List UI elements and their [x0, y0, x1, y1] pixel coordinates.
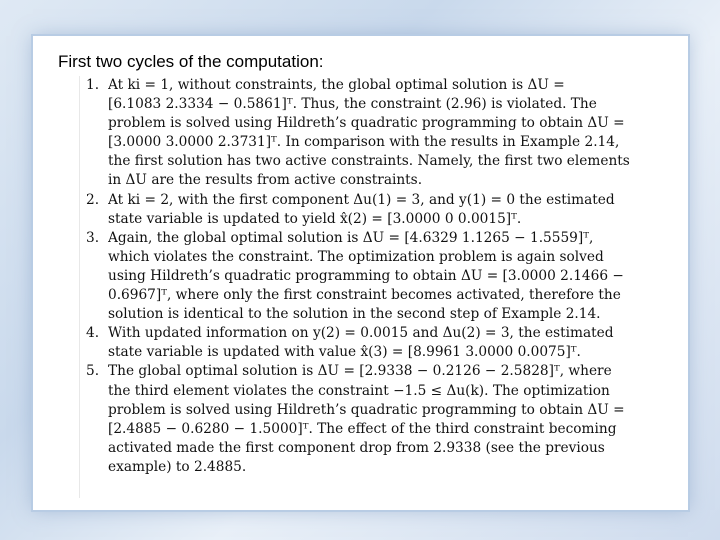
list-item — [80, 324, 640, 362]
item-line: in ΔU are the results from active constraints. — [108, 172, 423, 189]
item-line: which violates the constraint. The optimization problem is again solved — [108, 248, 604, 265]
item-line: example) to 2.4885. — [108, 458, 247, 475]
item-line: With updated information on y(2) = 0.0015 and Δu(2) = 3, the estimated — [108, 325, 614, 342]
slide-heading: First two cycles of the computation: — [58, 52, 324, 71]
item-line: [6.1083 2.3334 − 0.5861]ᵀ. Thus, the constraint (2.96) is violated. The — [108, 96, 597, 113]
item-line: solution is identical to the solution in the second step of Example 2.14. — [108, 306, 601, 323]
item-number: 5. — [86, 363, 100, 380]
item-number: 1. — [86, 77, 100, 93]
steps-list — [80, 76, 640, 477]
item-line: [3.0000 3.0000 2.3731]ᵀ. In comparison with the results in Example 2.14, — [108, 134, 620, 151]
item-line: state variable is updated with value x̂(3) = [8.9961 3.0000 0.0075]ᵀ. — [108, 344, 581, 361]
item-line: 0.6967]ᵀ, where only the first constraint becomes activated, therefore the — [108, 287, 621, 304]
item-line: problem is solved using Hildreth’s quadratic programming to obtain ΔU = — [108, 115, 625, 132]
item-line: the third element violates the constraint −1.5 ≤ Δu(k). The optimization — [108, 382, 610, 399]
item-number: 4. — [86, 325, 100, 342]
item-line: At ki = 2, with the first component Δu(1) = 3, and y(1) = 0 the estimated — [108, 191, 615, 208]
list-item — [80, 191, 640, 229]
list-item — [80, 229, 640, 324]
content-image — [79, 76, 640, 498]
item-line: The global optimal solution is ΔU = [2.9338 − 0.2126 − 2.5828]ᵀ, where — [108, 363, 612, 380]
item-line: the first solution has two active constraints. Namely, the first two elements — [108, 153, 630, 170]
item-line: using Hildreth’s quadratic programming to obtain ΔU = [3.0000 2.1466 − — [108, 267, 624, 284]
item-line: state variable is updated to yield x̂(2) = [3.0000 0 0.0015]ᵀ. — [108, 210, 522, 227]
list-item — [80, 362, 640, 477]
item-line: [2.4885 − 0.6280 − 1.5000]ᵀ. The effect of the third constraint becoming — [108, 420, 617, 437]
item-line: At ki = 1, without constraints, the global optimal solution is ΔU = — [108, 77, 565, 93]
item-line: problem is solved using Hildreth’s quadratic programming to obtain ΔU = — [108, 401, 625, 418]
item-number: 3. — [86, 229, 100, 246]
item-line: Again, the global optimal solution is ΔU = [4.6329 1.1265 − 1.5559]ᵀ, — [108, 229, 594, 246]
list-item — [80, 76, 640, 191]
item-number: 2. — [86, 191, 100, 208]
item-line: activated made the first component drop from 2.9338 (see the previous — [108, 439, 605, 456]
